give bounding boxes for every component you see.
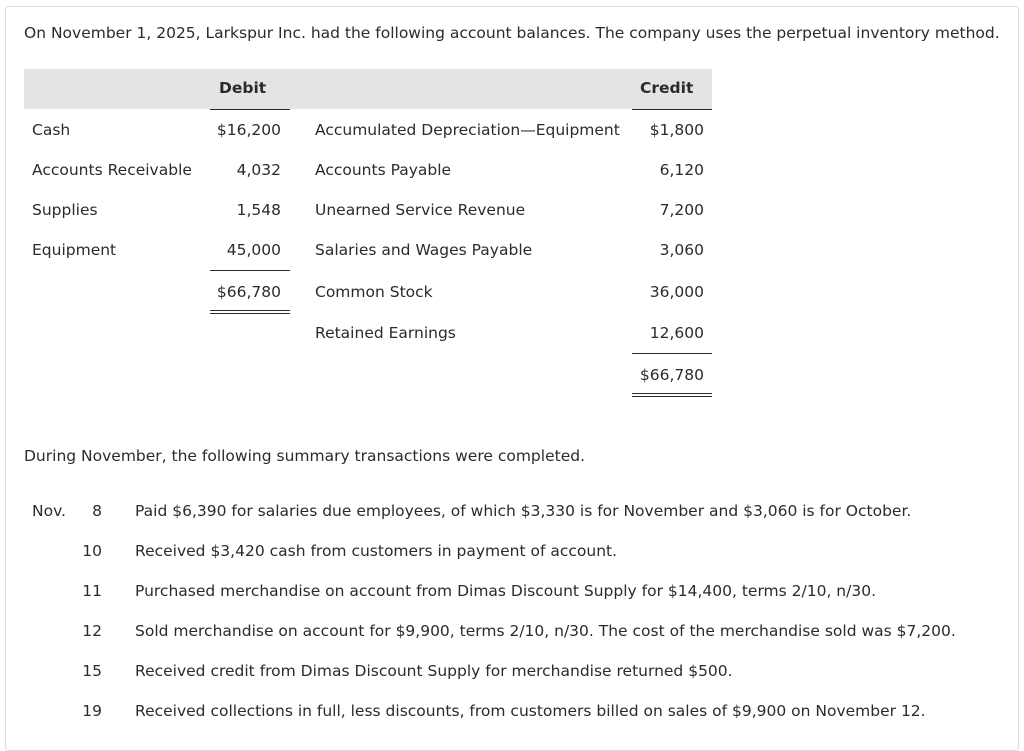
credit-account-payable: Accounts Payable bbox=[315, 161, 452, 179]
debit-total: $66,780 bbox=[216, 283, 281, 301]
intro-text: On November 1, 2025, Larkspur Inc. had the following account balances. The company uses the perpetual inventory method. bbox=[24, 24, 1000, 42]
credit-double-rule-1 bbox=[632, 393, 712, 394]
month-label: Nov. bbox=[32, 502, 66, 520]
transaction-text: Received $3,420 cash from customers in payment of account. bbox=[135, 542, 618, 560]
debit-header: Debit bbox=[219, 79, 267, 97]
debit-account-cash: Cash bbox=[32, 121, 71, 139]
transaction-day: 10 bbox=[82, 542, 102, 560]
debit-account-equipment: Equipment bbox=[32, 241, 117, 259]
transaction-day: 15 bbox=[82, 662, 102, 680]
transaction-text: Received collections in full, less discounts, from customers billed on sales of $9,900 on November 12. bbox=[135, 702, 926, 720]
debit-amount-cash: $16,200 bbox=[216, 121, 281, 139]
credit-amount-salaries: 3,060 bbox=[659, 241, 704, 259]
debit-double-rule-1 bbox=[210, 310, 290, 311]
debit-amount-receivable: 4,032 bbox=[236, 161, 281, 179]
credit-account-unearned: Unearned Service Revenue bbox=[315, 201, 526, 219]
transaction-text: Received credit from Dimas Discount Supply for merchandise returned $500. bbox=[135, 662, 733, 680]
transaction-text: Paid $6,390 for salaries due employees, of which $3,330 is for November and $3,060 is for October. bbox=[135, 502, 912, 520]
credit-account-retained: Retained Earnings bbox=[315, 324, 456, 342]
debit-double-rule-2 bbox=[210, 313, 290, 314]
credit-account-salaries: Salaries and Wages Payable bbox=[315, 241, 533, 259]
transaction-text: Purchased merchandise on account from Dimas Discount Supply for $14,400, terms 2/10, n/30. bbox=[135, 582, 877, 600]
credit-account-accum-depr: Accumulated Depreciation—Equipment bbox=[315, 121, 620, 139]
credit-total: $66,780 bbox=[639, 366, 704, 384]
credit-amount-accum-depr: $1,800 bbox=[649, 121, 704, 139]
transaction-day: 12 bbox=[82, 622, 102, 640]
transaction-day: 19 bbox=[82, 702, 102, 720]
debit-account-supplies: Supplies bbox=[32, 201, 98, 219]
credit-total-rule bbox=[632, 353, 712, 354]
credit-amount-unearned: 7,200 bbox=[659, 201, 704, 219]
debit-total-rule bbox=[210, 270, 290, 271]
debit-amount-supplies: 1,548 bbox=[236, 201, 281, 219]
credit-amount-common-stock: 36,000 bbox=[649, 283, 704, 301]
credit-amount-payable: 6,120 bbox=[659, 161, 704, 179]
debit-amount-equipment: 45,000 bbox=[226, 241, 281, 259]
debit-account-receivable: Accounts Receivable bbox=[32, 161, 192, 179]
transaction-day: 8 bbox=[92, 502, 102, 520]
credit-double-rule-2 bbox=[632, 396, 712, 397]
credit-account-common-stock: Common Stock bbox=[315, 283, 433, 301]
transaction-text: Sold merchandise on account for $9,900, terms 2/10, n/30. The cost of the merchandise sold was $7,200. bbox=[135, 622, 956, 640]
debit-header-underline bbox=[210, 109, 290, 110]
credit-amount-retained: 12,600 bbox=[649, 324, 704, 342]
transaction-day: 11 bbox=[82, 582, 102, 600]
credit-header: Credit bbox=[640, 79, 694, 97]
credit-header-underline bbox=[632, 109, 712, 110]
table-header-band bbox=[24, 69, 712, 109]
transactions-intro: During November, the following summary transactions were completed. bbox=[24, 447, 585, 465]
